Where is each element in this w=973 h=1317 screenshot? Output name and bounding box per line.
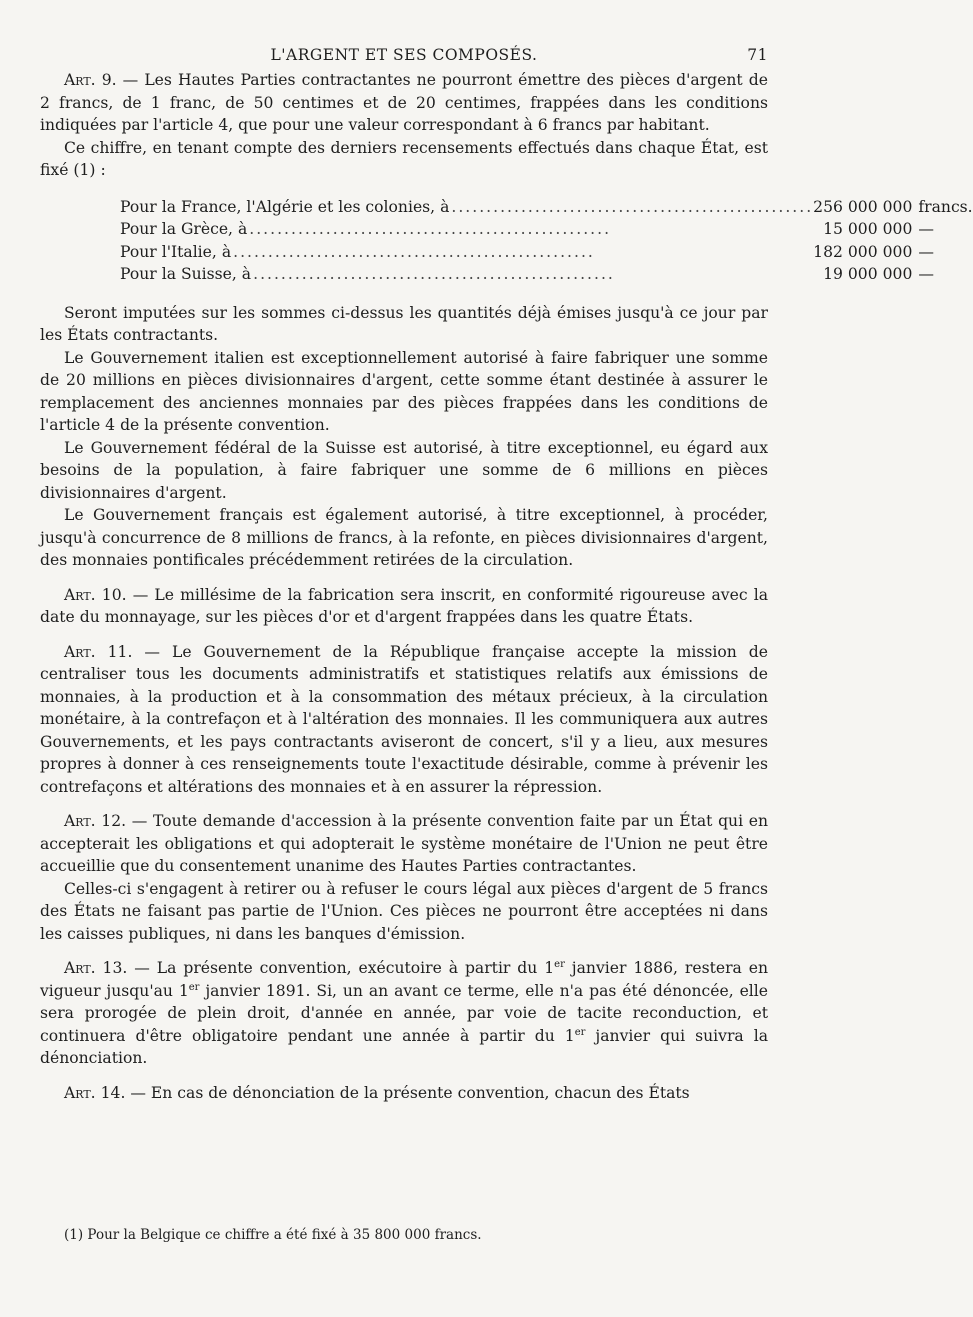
article-10-paragraph [40, 584, 768, 629]
table-row: Pour l'Italie, à .................................................... 182 000 000 — [120, 241, 973, 264]
article-14-paragraph [40, 1082, 768, 1105]
article-text: — Le Gouvernement de la République française accepte la mission de centraliser tous les documents administratifs et statistiques relatifs aux émissions de monnaies, à la production et à la consommation des métaux précieux, à la circulation monétaire, à la contrefaçon et à l'altération des monnaies. Il les communiquera aux autres Gouvernements, et les pays contractants aviseront de concert, s'il y a lieu, aux mesures propres à donner à ces renseignements toute l'exactitude désirable, comme à prévenir les contrefaçons et altérations des monnaies et à en assurer la répression. [40, 642, 768, 796]
article-11-paragraph [40, 641, 768, 799]
article-text: — Les Hautes Parties contractantes ne pourront émettre des pièces d'argent de 2 francs, de 1 franc, de 50 centimes et de 20 centimes, frappées dans les conditions indiquées par l'article 4, que pour une valeur correspondant à 6 francs par habitant. [40, 71, 768, 134]
row-label: Pour l'Italie, à [120, 242, 232, 261]
running-title: L'ARGENT ET SES COMPOSÉS. [270, 46, 538, 64]
row-amount: 256 000 000 [813, 197, 913, 216]
article-text: — En cas de dénonciation de la présente convention, chacun des États [125, 1083, 690, 1102]
row-unit: — [918, 220, 934, 238]
article-label: Art. 9. [64, 71, 117, 89]
row-unit: — [918, 265, 934, 283]
footnote-marker: (1) [64, 1227, 84, 1243]
paragraph: Le Gouvernement italien est exceptionnellement autorisé à faire fabriquer une somme de 20 millions en pièces divisionnaires d'argent, cette somme étant destinée à assurer le remplacement des anciennes monnaies par des pièces frappées dans les conditions de l'article 4 de la présente convention. [40, 348, 768, 434]
table-row: Pour la Grèce, à .................................................... 15 000 000 — [120, 218, 973, 241]
article-label: Art. 13. [64, 959, 128, 977]
paragraph: Le Gouvernement français est également autorisé, à titre exceptionnel, à procéder, jusqu'à concurrence de 8 millions de francs, à la refonte, en pièces divisionnaires d'argent, des monnaies pontificales précédemment retirées de la circulation. [40, 506, 768, 569]
footnote [64, 1226, 768, 1244]
article-12-paragraph-2: Celles-ci s'engagent à retirer ou à refuser le cours légal aux pièces d'argent de 5 francs des États ne faisant pas partie de l'Union. Ces pièces ne pourront être acceptées ni dans les caisses publiques, ni dans les banques d'émission. [40, 879, 768, 943]
article-text: — Le millésime de la fabrication sera inscrit, en conformité rigoureuse avec la date du monnayage, sur les pièces d'or et d'argent frappées dans les quatre États. [40, 585, 768, 626]
table-row: Pour la Suisse, à .................................................... 19 000 000 — [120, 263, 973, 286]
article-label: Art. 11. [64, 642, 133, 661]
row-label: Pour la Suisse, à [120, 265, 252, 283]
page-number: 71 [747, 46, 768, 64]
row-amount: 182 000 000 [813, 242, 913, 261]
article-label: Art. 12. [64, 812, 127, 830]
article-label: Art. 10. [64, 585, 127, 604]
row-label: Pour la France, l'Algérie et les colonies, à [120, 197, 450, 216]
row-unit: — [918, 242, 934, 261]
article-13-paragraph: Art. 13. — La présente convention, exécutoire à partir du 1er janvier 1886, restera en vigueur jusqu'au 1er janvier 1891. Si, un an avant ce terme, elle n'a pas été dénoncée, elle sera prorogée de plein droit, d'année en année, par voie de tacite reconduction, et continuera d'être obligatoire pendant une année à partir du 1er janvier qui suivra la dénonciation. [40, 958, 769, 1067]
paragraph: Seront imputées sur les sommes ci-dessus les quantités déjà émises jusqu'à ce jour par les États contractants. [40, 303, 768, 344]
running-header [40, 42, 768, 70]
article-text: — Toute demande d'accession à la présente convention faite par un État qui en accepterait les obligations et qui adopterait le système monétaire de l'Union ne peut être accueillie que du consentement unanime des Hautes Parties contractantes. [40, 812, 768, 875]
article-12-paragraph [40, 810, 768, 878]
row-amount: 15 000 000 [823, 220, 913, 238]
main-text [40, 69, 973, 1104]
table-row: Pour la France, l'Algérie et les colonies, à .................................................... 256 000 000 francs. [120, 196, 973, 219]
allocation-table [120, 196, 973, 286]
paragraph: Le Gouvernement fédéral de la Suisse est autorisé, à titre exceptionnel, eu égard aux besoins de la population, à faire fabriquer une somme de 6 millions en pièces divisionnaires d'argent. [40, 438, 768, 502]
article-9-paragraph [40, 69, 768, 137]
row-label: Pour la Grèce, à [120, 220, 248, 238]
row-amount: 19 000 000 [823, 265, 913, 283]
article-label: Art. 14. [64, 1083, 126, 1102]
article-9-paragraph-2: Ce chiffre, en tenant compte des derniers recensements effectués dans chaque État, est fixé (1) : [40, 138, 768, 179]
footnote-text: Pour la Belgique ce chiffre a été fixé à 35 800 000 francs. [83, 1227, 482, 1243]
row-unit: francs. [918, 197, 973, 216]
footnote-reference: (1) [73, 161, 96, 179]
